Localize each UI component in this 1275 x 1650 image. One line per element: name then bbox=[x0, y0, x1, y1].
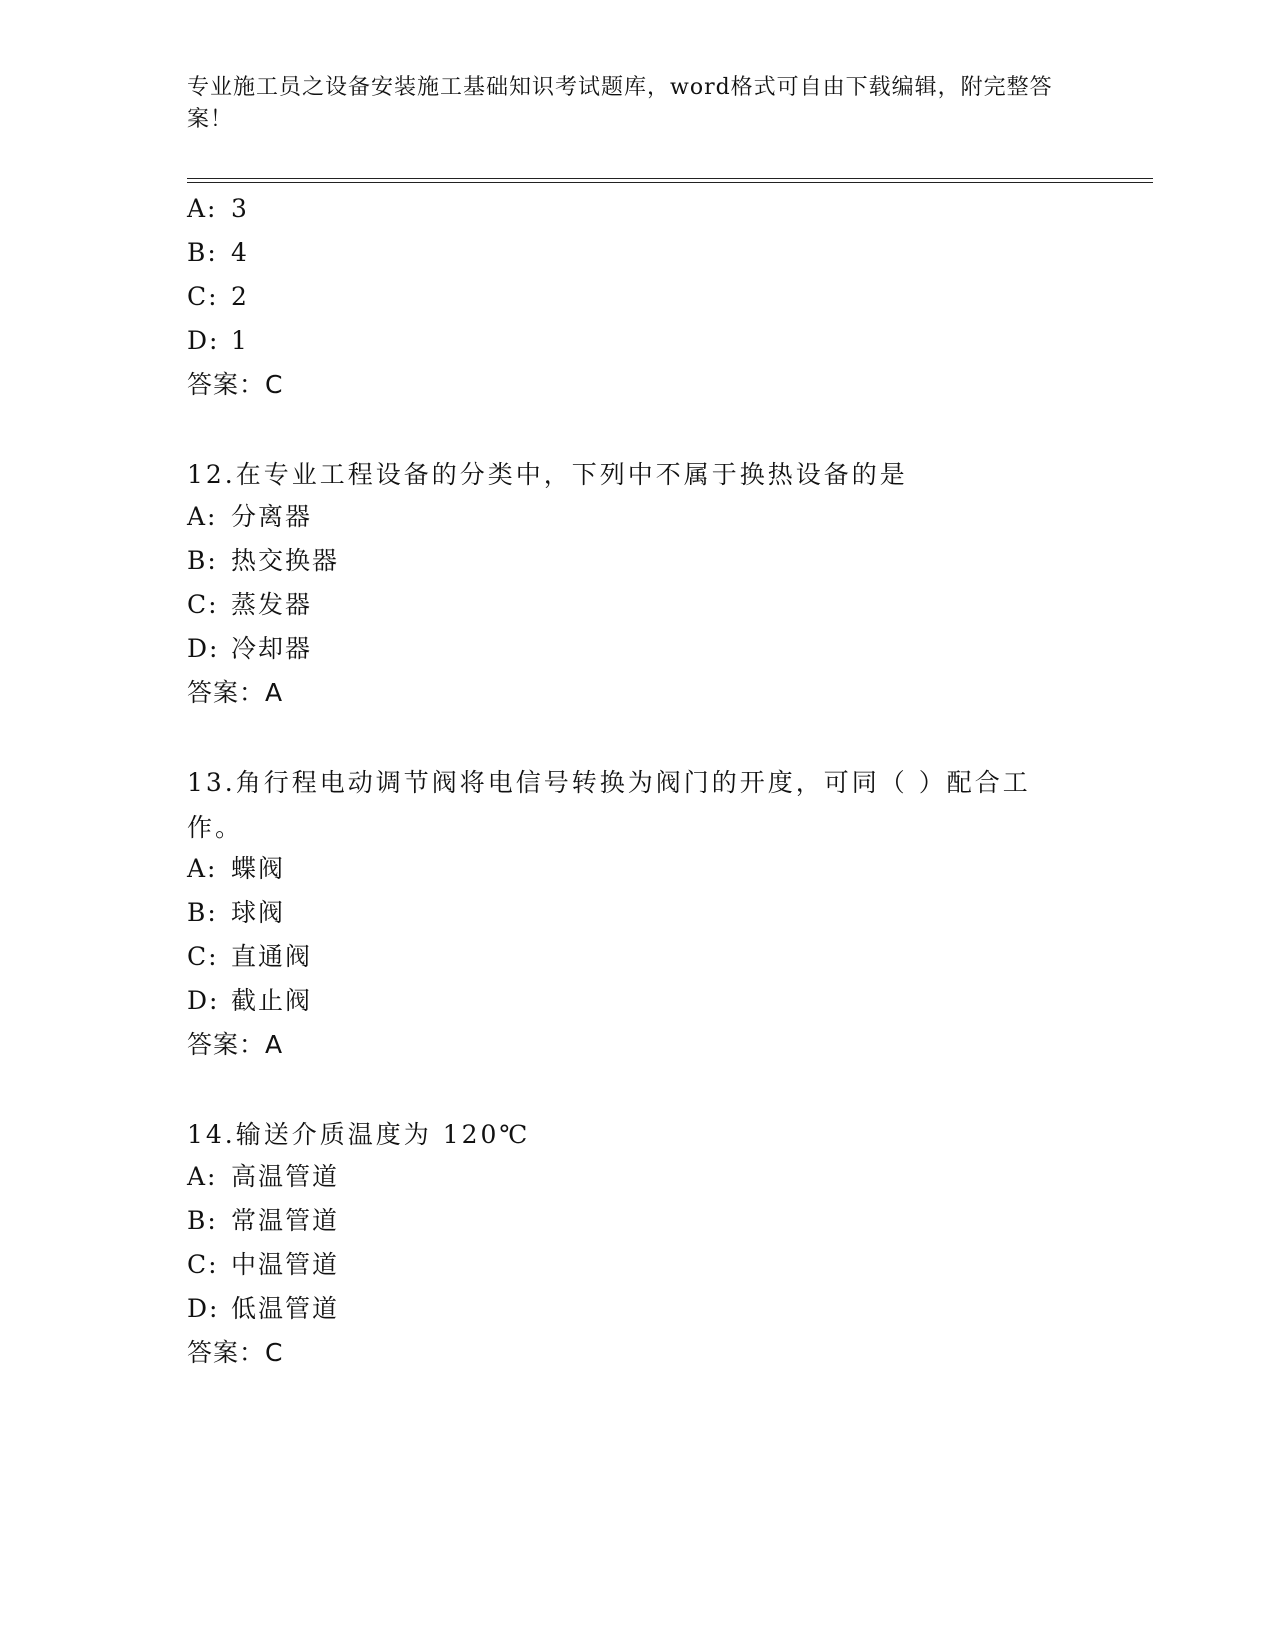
option-text: 分离器 bbox=[231, 502, 313, 531]
option-letter: B: bbox=[187, 238, 218, 267]
option-text: 蝶阀 bbox=[231, 854, 286, 883]
option-text: 截止阀 bbox=[231, 986, 313, 1015]
option-text: 冷却器 bbox=[231, 634, 313, 663]
option-letter: C: bbox=[187, 282, 219, 311]
q13-option-a bbox=[187, 852, 285, 886]
q12-question: 12.在专业工程设备的分类中，下列中不属于换热设备的是 bbox=[187, 460, 908, 489]
header-rule-bottom bbox=[187, 182, 1153, 183]
q12-option-b bbox=[187, 544, 339, 578]
option-letter: B: bbox=[187, 1206, 218, 1235]
q13-answer: 答案：A bbox=[187, 1030, 284, 1059]
q13-option-b bbox=[187, 896, 285, 930]
option-letter: D: bbox=[187, 1294, 220, 1323]
option-text: 3 bbox=[231, 194, 249, 223]
document-header: 专业施工员之设备安装施工基础知识考试题库，word格式可自由下载编辑，附完整答案！ bbox=[187, 75, 1053, 132]
option-letter: C: bbox=[187, 942, 219, 971]
option-text: 4 bbox=[231, 238, 249, 267]
option-text: 中温管道 bbox=[231, 1250, 340, 1279]
option-letter: B: bbox=[187, 898, 218, 927]
option-text: 球阀 bbox=[231, 898, 286, 927]
q12-option-d bbox=[187, 632, 312, 666]
option-letter: C: bbox=[187, 590, 219, 619]
q13-option-c bbox=[187, 940, 312, 974]
q14-option-c bbox=[187, 1248, 339, 1282]
q11-option-c bbox=[187, 280, 249, 314]
q13-question: 13.角行程电动调节阀将电信号转换为阀门的开度，可同（ ）配合工作。 bbox=[187, 768, 1031, 842]
option-letter: D: bbox=[187, 634, 220, 663]
q14-option-d bbox=[187, 1292, 339, 1326]
option-letter: A: bbox=[187, 1162, 218, 1191]
q13-option-d bbox=[187, 984, 312, 1018]
option-text: 热交换器 bbox=[231, 546, 340, 575]
q11-option-b bbox=[187, 236, 249, 270]
q14-option-a bbox=[187, 1160, 339, 1194]
option-text: 常温管道 bbox=[231, 1206, 340, 1235]
option-letter: B: bbox=[187, 546, 218, 575]
option-letter: D: bbox=[187, 326, 220, 355]
option-text: 低温管道 bbox=[231, 1294, 340, 1323]
option-text: 直通阀 bbox=[231, 942, 313, 971]
option-text: 2 bbox=[231, 282, 249, 311]
option-letter: A: bbox=[187, 854, 218, 883]
option-letter: D: bbox=[187, 986, 220, 1015]
q12-answer: 答案：A bbox=[187, 678, 284, 707]
header-rule-top bbox=[187, 178, 1153, 179]
option-text: 蒸发器 bbox=[231, 590, 313, 619]
q14-answer: 答案：C bbox=[187, 1338, 284, 1367]
option-letter: A: bbox=[187, 502, 218, 531]
q11-option-a bbox=[187, 192, 249, 226]
option-letter: A: bbox=[187, 194, 218, 223]
q12-option-a bbox=[187, 500, 312, 534]
q11-option-d bbox=[187, 324, 249, 358]
q11-answer: 答案：C bbox=[187, 370, 284, 399]
q12-option-c bbox=[187, 588, 312, 622]
q14-question: 14.输送介质温度为 120℃ bbox=[187, 1120, 531, 1149]
option-text: 1 bbox=[231, 326, 249, 355]
option-letter: C: bbox=[187, 1250, 219, 1279]
q14-option-b bbox=[187, 1204, 339, 1238]
option-text: 高温管道 bbox=[231, 1162, 340, 1191]
